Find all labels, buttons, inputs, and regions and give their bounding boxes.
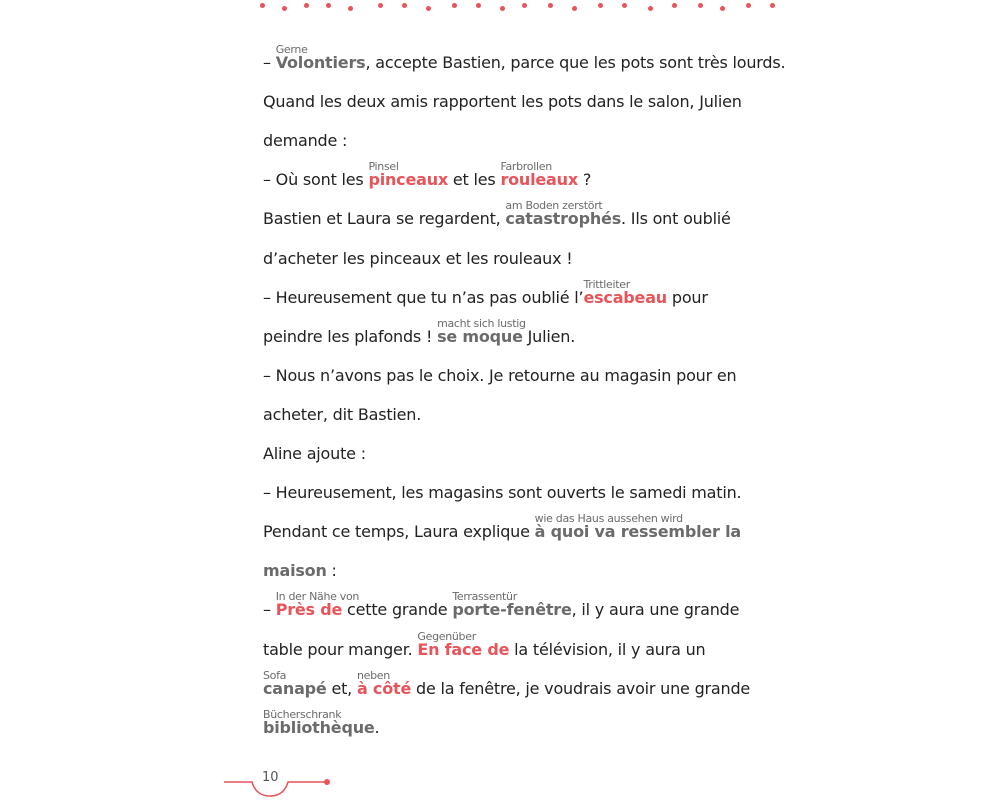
text-line xyxy=(263,708,380,739)
text-segment: ? xyxy=(577,170,592,189)
text-segment: d’acheter les pinceaux et les rouleaux ! xyxy=(263,249,573,268)
decorative-dot xyxy=(648,6,653,11)
decorative-dot xyxy=(500,6,505,11)
text-line xyxy=(263,590,740,621)
vocab-term xyxy=(583,278,667,309)
gloss-translation: am Boden zerstört xyxy=(505,199,603,212)
text-segment: , accepte Bastien, parce que les pots sont très lourds. xyxy=(365,53,786,72)
decorative-dot xyxy=(698,3,703,8)
decorative-dot xyxy=(402,3,407,8)
gloss-translation: In der Nähe von xyxy=(275,590,360,603)
gloss-translation: Gegenüber xyxy=(417,630,476,643)
text-line xyxy=(263,512,741,543)
vocab-word: Près de xyxy=(275,600,343,619)
decorative-dot xyxy=(426,6,431,11)
gloss-translation: neben xyxy=(356,669,390,682)
vocab-word: escabeau xyxy=(583,288,667,307)
text-segment: – Heureusement, les magasins sont ouverts le samedi matin. xyxy=(263,483,742,502)
text-segment: la télévision, il y aura un xyxy=(509,640,706,659)
vocab-term xyxy=(534,512,741,543)
text-segment: – xyxy=(263,53,276,72)
vocab-term xyxy=(263,708,375,739)
text-line xyxy=(263,160,592,191)
decorative-dot xyxy=(672,3,677,8)
gloss-translation: Gerne xyxy=(275,43,308,56)
text-segment: Julien. xyxy=(522,327,576,346)
vocab-word: bibliothèque xyxy=(263,718,375,737)
text-segment: peindre les plafonds ! xyxy=(263,327,438,346)
text-segment: – Nous n’avons pas le choix. Je retourne au magasin pour en xyxy=(263,366,737,385)
text-line xyxy=(263,482,741,504)
text-line xyxy=(263,630,706,661)
vocab-term xyxy=(500,160,578,191)
text-line xyxy=(263,248,572,270)
gloss-translation: macht sich lustig xyxy=(437,317,526,330)
page-footer xyxy=(222,764,342,800)
text-line xyxy=(263,278,708,309)
vocab-term xyxy=(437,317,526,348)
vocab-word: Volontiers xyxy=(275,53,366,72)
decorative-dot xyxy=(720,6,725,11)
text-line xyxy=(263,365,736,387)
decorative-dot xyxy=(548,3,553,8)
text-segment: pour xyxy=(667,288,708,307)
vocab-word: rouleaux xyxy=(500,170,578,189)
vocab-term xyxy=(417,630,510,661)
vocab-term xyxy=(263,560,327,582)
decorative-dot xyxy=(572,6,577,11)
text-line xyxy=(263,669,751,700)
vocab-term xyxy=(275,43,366,74)
text-segment: demande : xyxy=(263,131,348,150)
vocab-word: se moque xyxy=(437,327,523,346)
decorative-dot-border xyxy=(0,0,1000,20)
gloss-translation: Farbrollen xyxy=(500,160,552,173)
text-segment: Aline ajoute : xyxy=(263,444,366,463)
text-line xyxy=(263,43,786,74)
decorative-dot xyxy=(282,6,287,11)
vocab-term xyxy=(356,669,412,700)
text-segment: Quand les deux amis rapportent les pots dans le salon, Julien xyxy=(263,92,742,111)
page-number-ornament xyxy=(222,764,342,800)
gloss-translation: Bücherschrank xyxy=(263,708,342,721)
text-segment: Bastien et Laura se regardent, xyxy=(263,209,506,228)
text-line xyxy=(263,317,576,348)
text-line xyxy=(263,443,366,465)
text-line xyxy=(263,404,421,426)
gloss-translation: Terrassentür xyxy=(452,590,517,603)
page-number: 10 xyxy=(262,770,279,785)
gloss-translation: Sofa xyxy=(263,669,287,682)
vocab-term xyxy=(505,199,622,230)
text-segment: de la fenêtre, je voudrais avoir une grande xyxy=(411,679,751,698)
text-line xyxy=(263,199,731,230)
gloss-translation: Pinsel xyxy=(368,160,399,173)
text-segment: : xyxy=(326,561,337,580)
text-line xyxy=(263,91,742,113)
decorative-dot xyxy=(348,6,353,11)
decorative-dot xyxy=(260,3,265,8)
text-segment: table pour manger. xyxy=(263,640,418,659)
vocab-word: En face de xyxy=(417,640,510,659)
vocab-word: catastrophés xyxy=(505,209,622,228)
decorative-dot xyxy=(326,3,331,8)
decorative-dot xyxy=(770,3,775,8)
vocab-term xyxy=(275,590,360,621)
decorative-dot xyxy=(746,3,751,8)
vocab-word: à quoi va ressembler la xyxy=(534,522,741,541)
text-segment: . xyxy=(374,718,380,737)
text-segment: et, xyxy=(326,679,357,698)
text-segment: – Heureusement que tu n’as pas oublié l’ xyxy=(263,288,584,307)
decorative-dot xyxy=(622,3,627,8)
text-segment: et les xyxy=(448,170,501,189)
vocab-word: canapé xyxy=(263,679,327,698)
text-segment: . Ils ont oublié xyxy=(621,209,731,228)
vocab-word: pinceaux xyxy=(368,170,449,189)
gloss-translation: Trittleiter xyxy=(583,278,630,291)
vocab-word: maison xyxy=(263,561,327,580)
vocab-term xyxy=(263,669,327,700)
text-segment: , il y aura une grande xyxy=(571,600,740,619)
decorative-dot xyxy=(476,3,481,8)
vocab-term xyxy=(368,160,449,191)
text-line xyxy=(263,130,347,152)
text-line xyxy=(263,560,337,582)
text-segment: cette grande xyxy=(342,600,453,619)
text-segment: – Où sont les xyxy=(263,170,369,189)
decorative-dot xyxy=(452,3,457,8)
decorative-dot xyxy=(522,3,527,8)
decorative-dot xyxy=(378,3,383,8)
vocab-term xyxy=(452,590,572,621)
text-segment: Pendant ce temps, Laura explique xyxy=(263,522,535,541)
vocab-word: porte-fenêtre xyxy=(452,600,572,619)
text-segment: – xyxy=(263,600,276,619)
decorative-dot xyxy=(598,3,603,8)
gloss-translation: wie das Haus aussehen wird xyxy=(534,512,683,525)
text-segment: acheter, dit Bastien. xyxy=(263,405,422,424)
vocab-word: à côté xyxy=(356,679,412,698)
decorative-dot xyxy=(304,3,309,8)
